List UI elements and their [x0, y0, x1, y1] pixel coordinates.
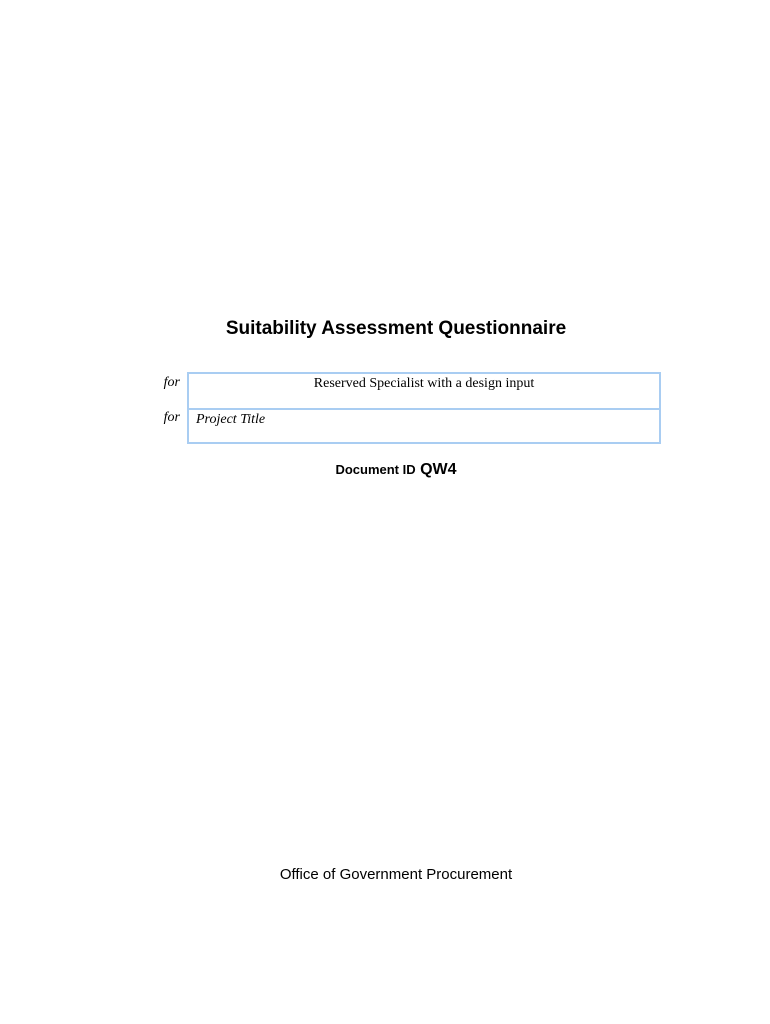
for-label-2: for	[163, 410, 180, 425]
role-field-value: Reserved Specialist with a design input	[313, 376, 535, 391]
project-title-field-value: Project Title	[196, 412, 266, 427]
form-fields-table	[187, 372, 661, 444]
project-title-field[interactable]	[189, 410, 659, 444]
role-field[interactable]	[189, 374, 659, 410]
document-id-value: QW4	[420, 461, 457, 478]
footer-organization: Office of Government Procurement	[279, 866, 513, 883]
for-label-1: for	[163, 375, 180, 390]
page-title: Suitability Assessment Questionnaire	[225, 318, 567, 339]
document-id-label: Document ID	[335, 462, 416, 477]
document-id	[0, 458, 770, 482]
